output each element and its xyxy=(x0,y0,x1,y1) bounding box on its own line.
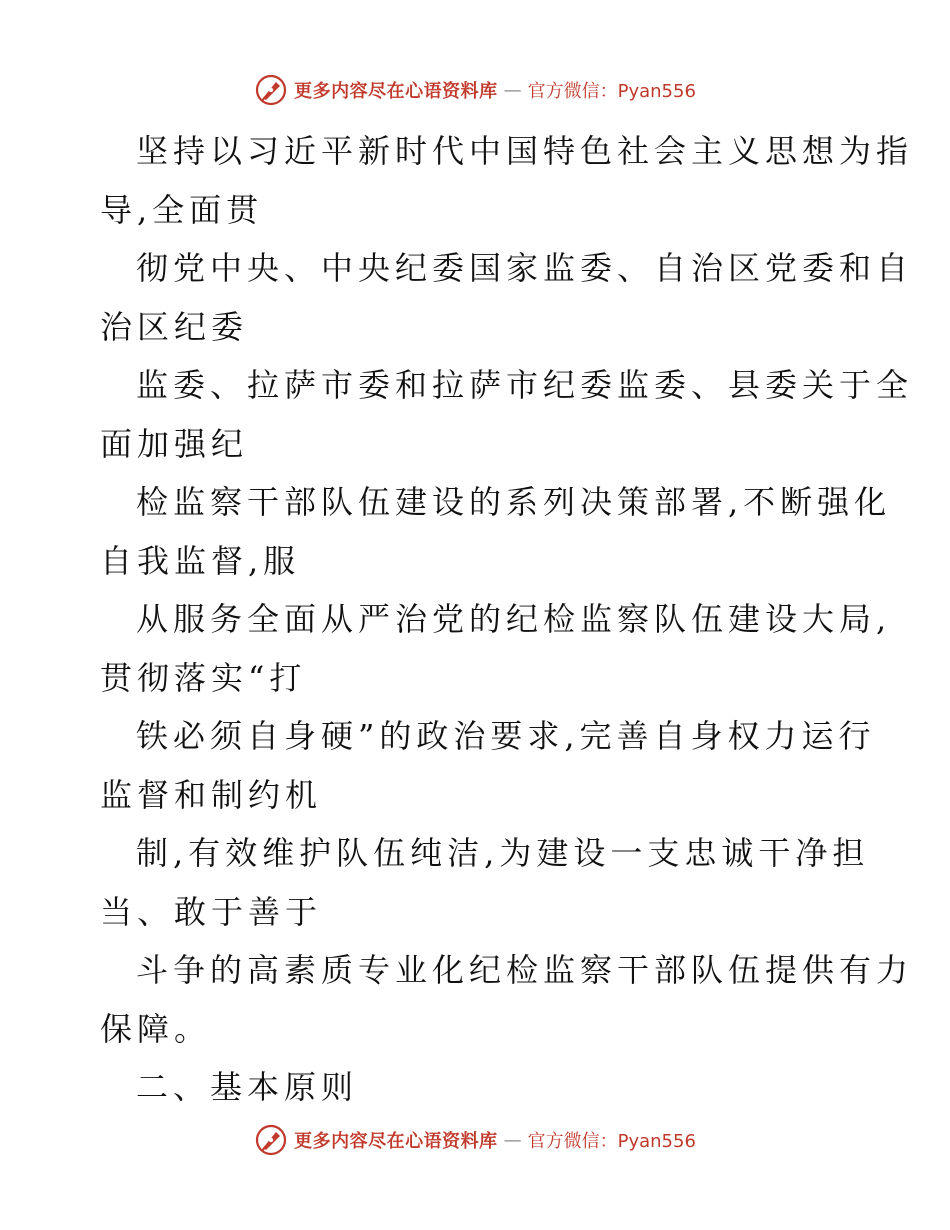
banner-separator: — xyxy=(503,1129,522,1151)
paragraph-line: 治区纪委 xyxy=(100,307,249,346)
paragraph-line: 面加强纪 xyxy=(100,424,249,463)
paragraph-line: 监委、拉萨市委和拉萨市纪委监委、县委关于全 xyxy=(136,366,914,404)
paragraph-line: 监督和制约机 xyxy=(100,775,323,814)
paragraph-line: 贯彻落实“打 xyxy=(100,658,307,697)
document-body xyxy=(100,122,914,1117)
paragraph-line: 导,全面贯 xyxy=(100,190,264,229)
paragraph-line: 自我监督,服 xyxy=(100,541,301,580)
footer-watermark-banner xyxy=(0,1120,950,1160)
banner-wechat-text: 官方微信：Pyan556 xyxy=(527,1131,696,1152)
paragraph xyxy=(100,590,892,707)
paragraph xyxy=(100,122,914,239)
paragraph xyxy=(100,824,870,941)
paragraph-line: 铁必须自身硬”的政治要求,完善自身权力运行 xyxy=(136,717,876,755)
paragraph-line: 制,有效维护队伍纯洁,为建设一支忠诚干净担 xyxy=(136,834,870,872)
paragraph xyxy=(100,356,914,473)
pen-nib-logo-icon xyxy=(254,1123,288,1157)
paragraph-line: 坚持以习近平新时代中国特色社会主义思想为指 xyxy=(136,132,914,170)
pen-nib-logo-icon xyxy=(254,73,288,107)
paragraph-line: 保障。 xyxy=(100,1009,212,1048)
paragraph xyxy=(100,239,914,356)
paragraph xyxy=(100,707,876,824)
paragraph-line: 当、敢于善于 xyxy=(100,892,323,931)
header-watermark-banner xyxy=(0,70,950,110)
paragraph xyxy=(100,941,914,1058)
section-heading: 二、基本原则 xyxy=(136,1068,359,1106)
banner-separator: — xyxy=(503,79,522,101)
paragraph-line: 斗争的高素质专业化纪检监察干部队伍提供有力 xyxy=(136,951,914,989)
paragraph-line: 检监察干部队伍建设的系列决策部署,不断强化 xyxy=(136,483,892,521)
banner-wechat-text: 官方微信：Pyan556 xyxy=(527,81,696,102)
banner-main-text: 更多内容尽在心语资料库 xyxy=(294,81,498,102)
paragraph-line: 彻党中央、中央纪委国家监委、自治区党委和自 xyxy=(136,249,914,287)
banner-main-text: 更多内容尽在心语资料库 xyxy=(294,1131,498,1152)
paragraph-line: 从服务全面从严治党的纪检监察队伍建设大局, xyxy=(136,600,892,638)
paragraph xyxy=(100,473,892,590)
